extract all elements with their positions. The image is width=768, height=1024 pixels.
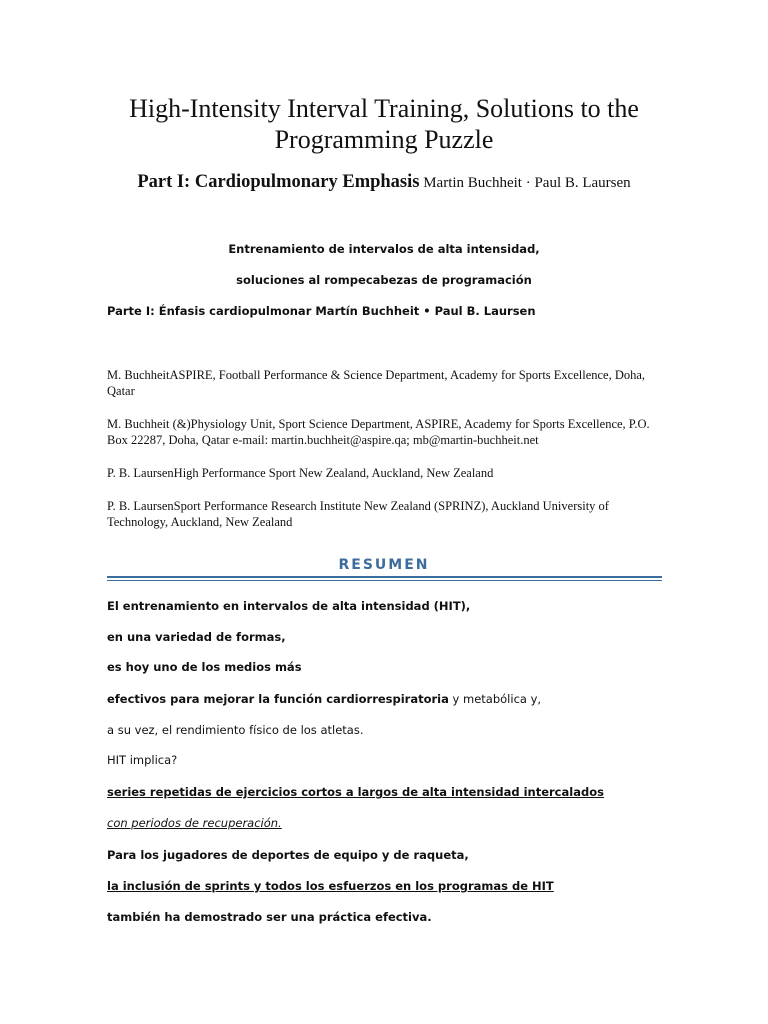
- authors: Martin Buchheit · Paul B. Laursen: [419, 175, 631, 191]
- title-line-1: High-Intensity Interval Training, Solutions to the: [129, 94, 639, 123]
- resumen-line-2: en una variedad de formas,: [107, 630, 286, 644]
- resumen-line-7: series repetidas de ejercicios cortos a largos de alta intensidad intercalados: [107, 785, 604, 799]
- resumen-line-9: Para los jugadores de deportes de equipo y de raqueta,: [107, 848, 469, 862]
- affiliation-1: M. BuchheitASPIRE, Football Performance & Science Department, Academy for Sports Excellence, Doha, Qatar: [107, 368, 646, 398]
- spanish-part-line: Parte I: Énfasis cardiopulmonar Martín Buchheit • Paul B. Laursen: [107, 304, 536, 318]
- resumen-line-8: con periodos de recuperación.: [107, 816, 282, 830]
- resumen-line-10: la inclusión de sprints y todos los esfuerzos en los programas de HIT: [107, 879, 554, 893]
- resumen-line-6: HIT implica?: [107, 753, 178, 767]
- spanish-title-line-1: Entrenamiento de intervalos de alta intensidad,: [228, 242, 540, 256]
- affiliation-2: M. Buchheit (&)Physiology Unit, Sport Science Department, ASPIRE, Academy for Sports Excellence, P.O. Box 22287, Doha, Qatar e-mail: martin.buchheit@aspire.qa; mb@martin-buchheit.net: [107, 417, 650, 447]
- title-line-2: Programming Puzzle: [274, 125, 494, 154]
- resumen-line-4: [107, 692, 541, 706]
- heading-rule-thick: [107, 576, 662, 578]
- resumen-line-4-bold: efectivos para mejorar la función cardiorrespiratoria: [107, 692, 449, 706]
- subtitle: [0, 171, 768, 193]
- resumen-line-3: es hoy uno de los medios más: [107, 660, 302, 674]
- affiliation-3: P. B. LaursenHigh Performance Sport New Zealand, Auckland, New Zealand: [107, 466, 494, 480]
- spanish-title-line-2: soluciones al rompecabezas de programación: [236, 273, 532, 287]
- resumen-heading: RESUMEN: [338, 557, 430, 573]
- affiliation-4: P. B. LaursenSport Performance Research Institute New Zealand (SPRINZ), Auckland University of Technology, Auckland, New Zealand: [107, 499, 609, 529]
- resumen-line-1: El entrenamiento en intervalos de alta intensidad (HIT),: [107, 599, 471, 613]
- document-title: [60, 93, 708, 155]
- heading-rule-thin: [107, 580, 662, 581]
- resumen-line-5: a su vez, el rendimiento físico de los atletas.: [107, 723, 364, 737]
- part-label: Part I: Cardiopulmonary Emphasis: [137, 172, 420, 192]
- resumen-line-4-rest: y metabólica y,: [448, 692, 542, 706]
- resumen-line-11: también ha demostrado ser una práctica efectiva.: [107, 910, 432, 924]
